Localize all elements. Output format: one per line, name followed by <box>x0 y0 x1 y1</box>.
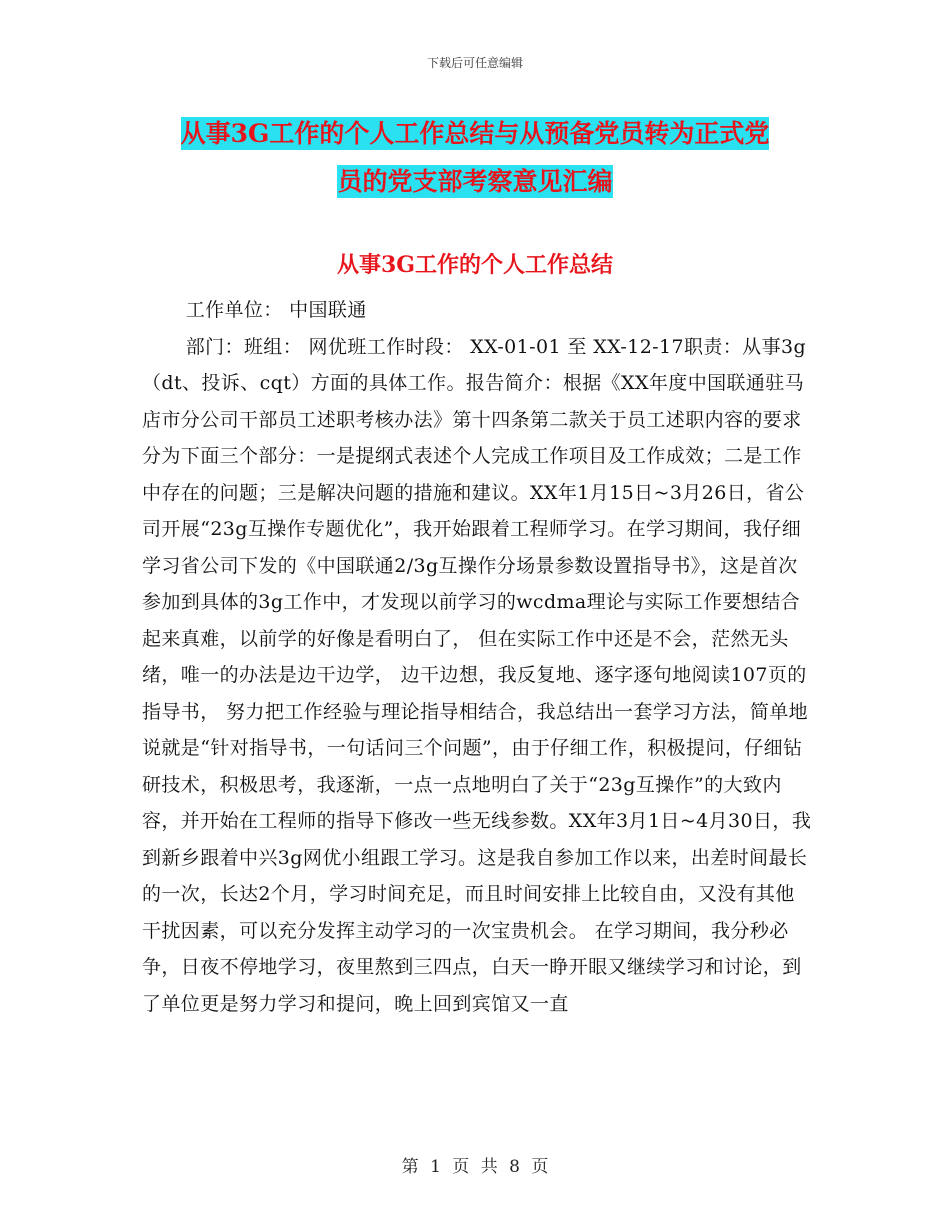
section-title: 从事3G工作的个人工作总结 <box>336 252 614 278</box>
document-title-line-2: 员的党支部考察意见汇编 <box>337 167 613 196</box>
document-title <box>120 110 830 206</box>
document-title-line-1: 从事3G工作的个人工作总结与从预备党员转为正式党 <box>180 119 770 148</box>
header-note: 下载后可任意编辑 <box>426 56 523 70</box>
body-text <box>142 292 814 1022</box>
page-footer: 第 1 页 共 8 页 <box>401 1157 549 1177</box>
work-unit-paragraph: 工作单位： 中国联通 <box>185 299 367 321</box>
main-paragraph: 部门：班组： 网优班工作时段： XX-01-01 至 XX-12-17职责：从事3g（dt、投诉、cqt）方面的具体工作。报告简介：根据《XX年度中国联通驻马店市分公司干部员工述职考核办法》第十四条第二款关于员工述职内容的要求分为下面三个部分：一是提纲式表述个人完成工作项目及工作成效；二是工作中存在的问题；三是解决问题的措施和建议。XX年1月15日~3月26日，省公司开展“23g互操作专题优化”，我开始跟着工程师学习。在学习期间，我仔细学习省公司下发的《中国联通2/3g互操作分场景参数设置指导书》，这是首次参加到具体的3g工作中，才发现以前学习的wcdma理论与实际工作要想结合起来真难，以前学的好像是看明白了， 但在实际工作中还是不会，茫然无头绪，唯一的办法是边干边学， 边干边想，我反复地、逐字逐句地阅读107页的指导书， 努力把工作经验与理论指导相结合，我总结出一套学习方法，简单地说就是“针对指导书，一句话问三个问题”，由于仔细工作，积极提问，仔细钻研技术，积极思考，我逐渐，一点一点地明白了关于“23g互操作”的大致内容，并开始在工程师的指导下修改一些无线参数。XX年3月1日~4月30日，我到新乡跟着中兴3g网优小组跟工学习。这是我自参加工作以来，出差时间最长的一次，长达2个月，学习时间充足，而且时间安排上比较自由，又没有其他干扰因素，可以充分发挥主动学习的一次宝贵机会。 在学习期间，我分秒必争，日夜不停地学习，夜里熬到三四点，白天一睁开眼又继续学习和讨论，到了单位更是努力学习和提问，晚上回到宾馆又一直 <box>142 335 812 1015</box>
